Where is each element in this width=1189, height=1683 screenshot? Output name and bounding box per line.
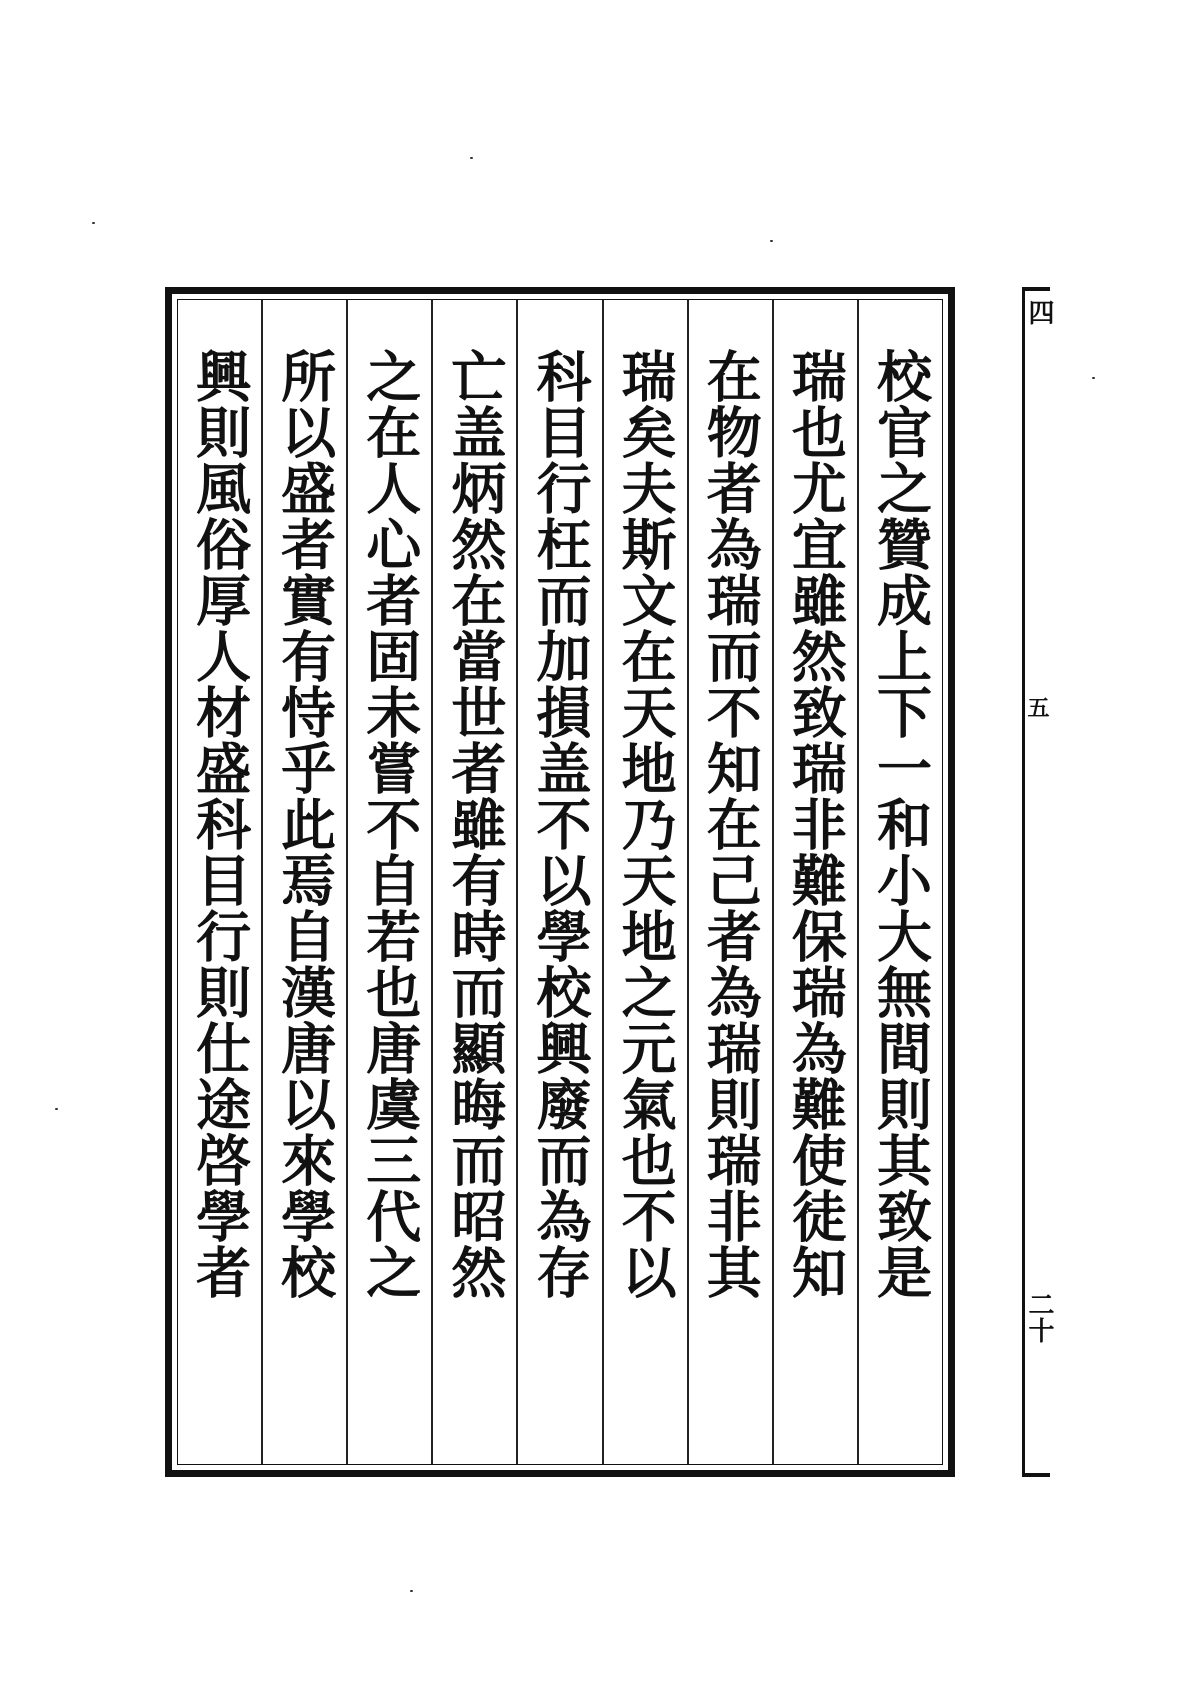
- page-margin-banxin: [1022, 287, 1054, 1477]
- scan-speck: [410, 1590, 413, 1592]
- column-text: 科目行枉而加損盖不以學校興廢而為存: [527, 348, 593, 1300]
- text-column: [602, 300, 687, 1464]
- scan-speck: [770, 240, 773, 242]
- margin-page-number: 二十: [1024, 1291, 1054, 1343]
- text-column: [687, 300, 772, 1464]
- column-text: 之在人心者固未嘗不自若也唐虞三代之: [357, 348, 423, 1300]
- text-column: [261, 300, 346, 1464]
- text-column: [431, 300, 516, 1464]
- text-column: [857, 300, 942, 1464]
- margin-title: 四: [1024, 299, 1054, 325]
- column-text: 瑞矣夫斯文在天地乃天地之元氣也不以: [612, 348, 678, 1300]
- column-text: 在物者為瑞而不知在己者為瑞則瑞非其: [697, 348, 763, 1300]
- column-text: 興則風俗厚人材盛科目行則仕途啓學者: [187, 348, 253, 1300]
- scan-speck: [92, 222, 95, 224]
- column-text: 所以盛者實有恃乎此焉自漢唐以來學校: [272, 348, 338, 1300]
- text-block-frame: [165, 287, 955, 1477]
- margin-juan-number: 五: [1024, 696, 1050, 718]
- column-text: 瑞也尤宜雖然致瑞非難保瑞為難使徒知: [782, 348, 848, 1300]
- scan-speck: [1092, 377, 1095, 379]
- column-text: 校官之贊成上下一和小大無間則其致是: [867, 348, 933, 1300]
- text-column: [178, 300, 261, 1464]
- column-text: 亡盖炳然在當世者雖有時而顯晦而昭然: [442, 348, 508, 1300]
- text-column: [516, 300, 601, 1464]
- text-column: [346, 300, 431, 1464]
- text-column: [772, 300, 857, 1464]
- scan-speck: [470, 157, 473, 159]
- scan-speck: [55, 1108, 58, 1110]
- text-columns: [178, 300, 942, 1464]
